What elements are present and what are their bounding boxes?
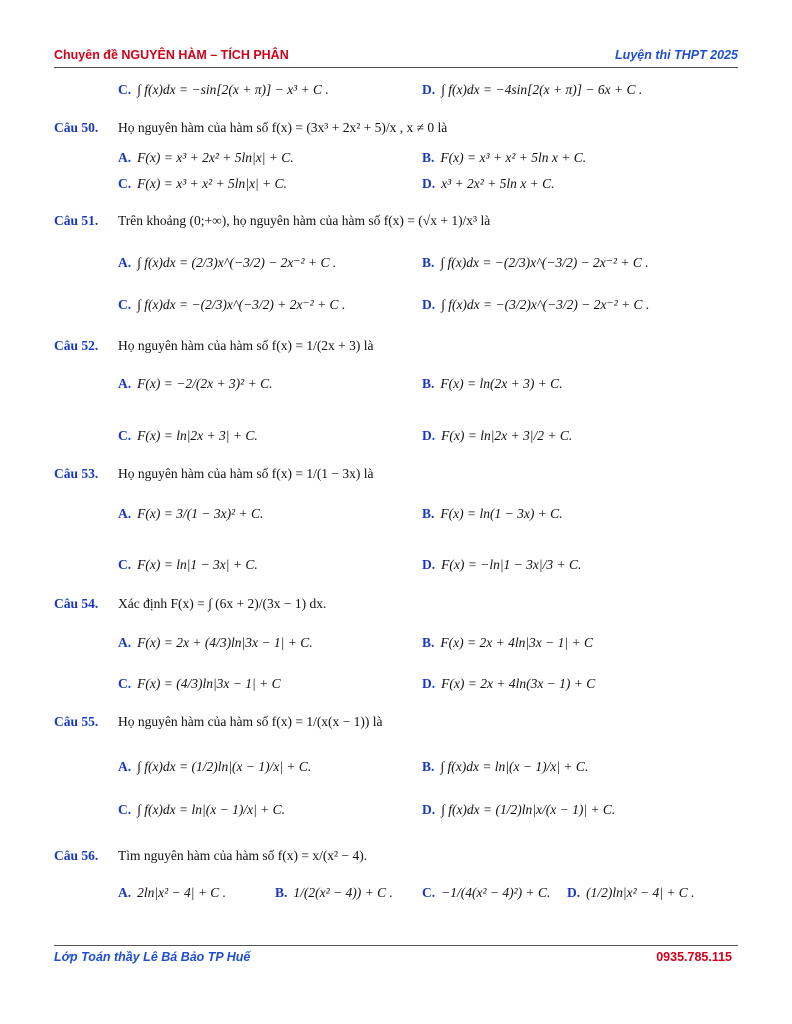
option-b: B. F(x) = ln(2x + 3) + C.: [422, 376, 563, 391]
question-text: Trên khoảng (0;+∞), họ nguyên hàm của hàm số f(x) = (√x + 1)/x³ là: [118, 213, 491, 228]
option-b: B. F(x) = ln(1 − 3x) + C.: [422, 506, 563, 521]
header-subtitle: Luyện thi THPT 2025: [615, 48, 738, 62]
option-c: C. −1/(4(x² − 4)²) + C.: [422, 885, 551, 900]
option-c: C. F(x) = ln|2x + 3| + C.: [118, 428, 258, 443]
question-number: Câu 56.: [54, 848, 99, 863]
option-d: D. F(x) = ln|2x + 3|/2 + C.: [422, 428, 573, 443]
option-b: B. ∫ f(x)dx = ln|(x − 1)/x| + C.: [422, 759, 589, 774]
question-text: Tìm nguyên hàm của hàm số f(x) = x/(x² − 4).: [118, 848, 368, 863]
option-a: A. F(x) = −2/(2x + 3)² + C.: [118, 376, 273, 391]
option-b: B. ∫ f(x)dx = −(2/3)x^(−3/2) − 2x⁻² + C .: [422, 255, 649, 270]
option-a: A. F(x) = 2x + (4/3)ln|3x − 1| + C.: [118, 635, 313, 650]
prev-option-d: D. ∫ f(x)dx = −4sin[2(x + π)] − 6x + C .: [422, 82, 643, 97]
option-c: C. ∫ f(x)dx = ln|(x − 1)/x| + C.: [118, 802, 286, 817]
footer-right: 0935.785.115: [656, 950, 732, 964]
option-b: B. F(x) = 2x + 4ln|3x − 1| + C: [422, 635, 593, 650]
option-c: C. ∫ f(x)dx = −(2/3)x^(−3/2) + 2x⁻² + C .: [118, 297, 346, 312]
question-number: Câu 55.: [54, 714, 99, 729]
option-c: C. F(x) = (4/3)ln|3x − 1| + C: [118, 676, 281, 691]
option-c: C. F(x) = ln|1 − 3x| + C.: [118, 557, 258, 572]
option-a: A. ∫ f(x)dx = (1/2)ln|(x − 1)/x| + C.: [118, 759, 312, 774]
option-c: C. F(x) = x³ + x² + 5ln|x| + C.: [118, 176, 287, 191]
question-text: Xác định F(x) = ∫ (6x + 2)/(3x − 1) dx.: [118, 596, 327, 611]
question-number: Câu 54.: [54, 596, 99, 611]
question-text: Họ nguyên hàm của hàm số f(x) = 1/(x(x − 1)) là: [118, 714, 383, 729]
option-d: D. ∫ f(x)dx = −(3/2)x^(−3/2) − 2x⁻² + C .: [422, 297, 650, 312]
question-text: Họ nguyên hàm của hàm số f(x) = (3x³ + 2x² + 5)/x , x ≠ 0 là: [118, 120, 448, 135]
question-number: Câu 51.: [54, 213, 99, 228]
option-d: D. (1/2)ln|x² − 4| + C .: [567, 885, 695, 900]
option-a: A. F(x) = 3/(1 − 3x)² + C.: [118, 506, 264, 521]
option-a: A. 2ln|x² − 4| + C .: [118, 885, 227, 900]
option-a: A. F(x) = x³ + 2x² + 5ln|x| + C.: [118, 150, 294, 165]
prev-option-c: C. ∫ f(x)dx = −sin[2(x + π)] − x³ + C .: [118, 82, 329, 97]
footer-left: Lớp Toán thầy Lê Bá Bảo TP Huế: [54, 950, 251, 964]
footer-divider: [54, 945, 738, 946]
question-number: Câu 53.: [54, 466, 99, 481]
option-d: D. ∫ f(x)dx = (1/2)ln|x/(x − 1)| + C.: [422, 802, 616, 817]
option-d: D. F(x) = 2x + 4ln(3x − 1) + C: [422, 676, 596, 691]
option-b: B. F(x) = x³ + x² + 5ln x + C.: [422, 150, 587, 165]
option-d: D. F(x) = −ln|1 − 3x|/3 + C.: [422, 557, 582, 572]
header-title: Chuyên đề NGUYÊN HÀM – TÍCH PHÂN: [54, 48, 289, 62]
question-number: Câu 52.: [54, 338, 99, 353]
option-d: D. x³ + 2x² + 5ln x + C.: [422, 176, 555, 191]
question-number: Câu 50.: [54, 120, 99, 135]
header-divider: [54, 67, 738, 68]
option-a: A. ∫ f(x)dx = (2/3)x^(−3/2) − 2x⁻² + C .: [118, 255, 337, 270]
question-text: Họ nguyên hàm của hàm số f(x) = 1/(1 − 3x) là: [118, 466, 374, 481]
option-b: B. 1/(2(x² − 4)) + C .: [275, 885, 393, 900]
question-text: Họ nguyên hàm của hàm số f(x) = 1/(2x + 3) là: [118, 338, 374, 353]
